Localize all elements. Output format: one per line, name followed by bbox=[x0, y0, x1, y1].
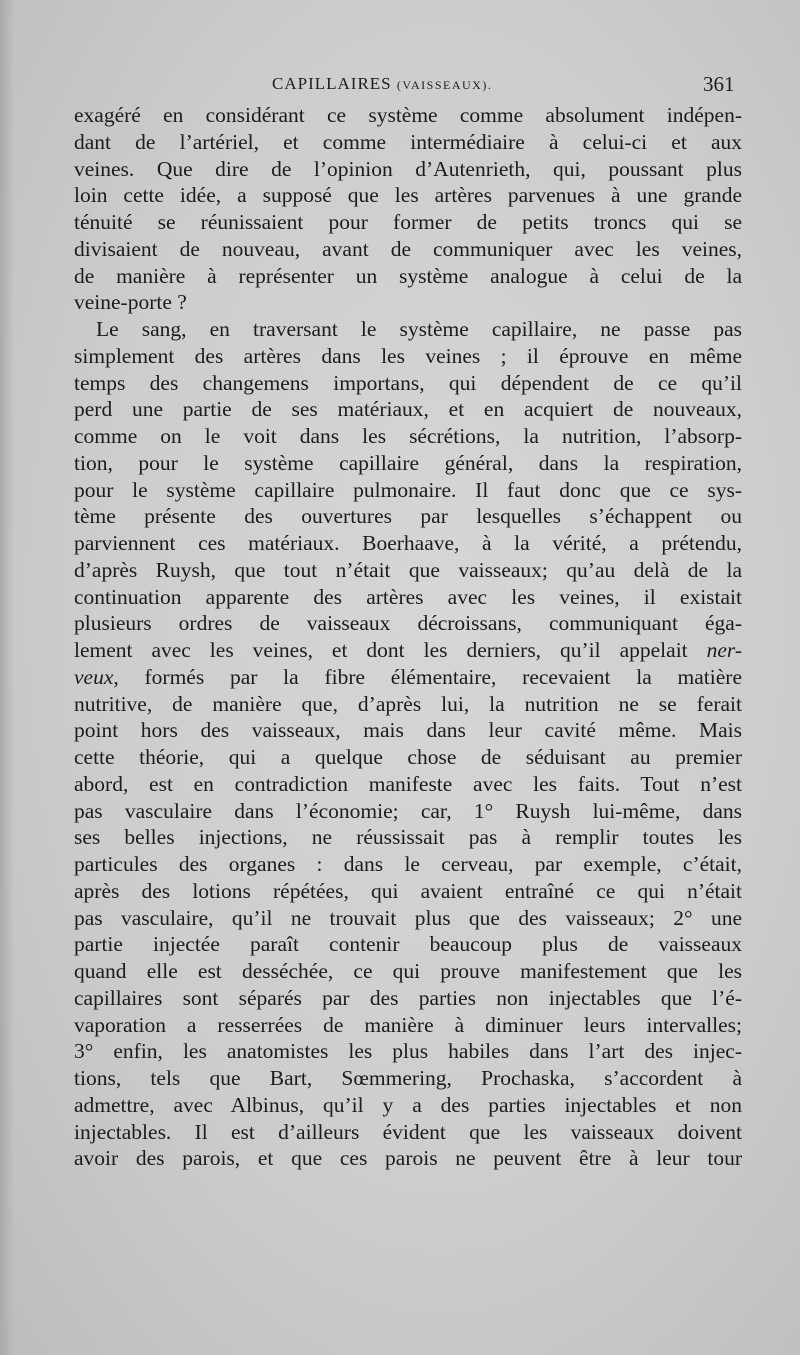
text-line: 3° enfin, les anatomistes les plus habiles dans l’art des injec- bbox=[74, 1039, 742, 1064]
body-text bbox=[74, 102, 742, 1172]
text-line-with-italic bbox=[74, 637, 742, 664]
text-line: avoir des parois, et que ces parois ne peuvent être à leur tour bbox=[74, 1146, 742, 1171]
text-line: comme on le voit dans les sécrétions, la nutrition, l’absorp- bbox=[74, 424, 742, 448]
text-line: d’après Ruysh, que tout n’était que vaisseaux; qu’au delà de la bbox=[74, 557, 742, 582]
text-line: injectables. Il est d’ailleurs évident que les vaisseaux doivent bbox=[74, 1119, 742, 1144]
page-edge-shadow bbox=[0, 0, 14, 1355]
text-line: exagéré en considérant ce système comme absolument indépen- bbox=[74, 103, 742, 127]
text-line-with-italic bbox=[74, 664, 742, 691]
text-line: divisaient de nouveau, avant de communiquer avec les veines, bbox=[74, 236, 742, 261]
text-line: ténuité se réunissaient pour former de petits troncs qui se bbox=[74, 210, 742, 234]
italic-word: ner- bbox=[706, 638, 743, 662]
header-title: CAPILLAIRES bbox=[272, 74, 392, 93]
text-line: après des lotions répétées, qui avaient entraîné ce qui n’était bbox=[74, 878, 742, 903]
text-line: vaporation a resserrées de manière à diminuer leurs intervalles; bbox=[74, 1012, 742, 1037]
text-line: point hors des vaisseaux, mais dans leur cavité même. Mais bbox=[74, 718, 742, 743]
text-line: ses belles injections, ne réussissait pas à remplir toutes les bbox=[74, 825, 742, 850]
text-line: veine-porte ? bbox=[74, 290, 187, 315]
text-line: abord, est en contradiction manifeste avec les faits. Tout n’est bbox=[74, 771, 742, 796]
text-line: simplement des artères dans les veines ; il éprouve en même bbox=[74, 343, 742, 368]
running-title bbox=[272, 74, 492, 94]
text-line: continuation apparente des artères avec les veines, il existait bbox=[74, 584, 742, 609]
text-line: cette théorie, qui a quelque chose de séduisant au premier bbox=[74, 745, 742, 769]
text-line: perd une partie de ses matériaux, et en acquiert de nouveaux, bbox=[74, 397, 742, 422]
header-subtitle: (VAISSEAUX). bbox=[396, 78, 493, 92]
text-line: plusieurs ordres de vaisseaux décroissans, communiquant éga- bbox=[74, 611, 742, 636]
text-line: parviennent ces matériaux. Boerhaave, à la vérité, a prétendu, bbox=[74, 531, 742, 555]
text-line: loin cette idée, a supposé que les artères parvenues à une grande bbox=[74, 183, 742, 208]
text-line: quand elle est desséchée, ce qui prouve manifestement que les bbox=[74, 959, 742, 983]
text-line: nutritive, de manière que, d’après lui, la nutrition ne se ferait bbox=[74, 691, 742, 716]
text-line: particules des organes : dans le cerveau, par exemple, c’était, bbox=[74, 852, 742, 876]
text-line: dant de l’artériel, et comme intermédiaire à celui-ci et aux bbox=[74, 129, 742, 154]
page-number: 361 bbox=[703, 72, 735, 96]
text-line: partie injectée paraît contenir beaucoup plus de vaisseaux bbox=[74, 932, 742, 957]
text-line: tions, tels que Bart, Sœmmering, Prochaska, s’accordent à bbox=[74, 1066, 742, 1090]
text-line: capillaires sont séparés par des parties non injectables que l’é- bbox=[74, 985, 742, 1010]
text-line: veines. Que dire de l’opinion d’Autenrieth, qui, poussant plus bbox=[74, 156, 742, 181]
text-fragment: , formés par la fibre élémentaire, recevaient la matière bbox=[113, 664, 742, 689]
text-line: tion, pour le système capillaire général, dans la respiration, bbox=[74, 450, 742, 475]
text-fragment: lement avec les veines, et dont les derniers, qu’il appelait bbox=[74, 638, 688, 662]
text-line: admettre, avec Albinus, qu’il y a des parties injectables et non bbox=[74, 1092, 742, 1117]
paragraph-start-line: Le sang, en traversant le système capillaire, ne passe pas bbox=[96, 317, 742, 341]
text-line: temps des changemens importans, qui dépendent de ce qu’il bbox=[74, 370, 742, 395]
text-line: de manière à représenter un système analogue à celui de la bbox=[74, 263, 742, 288]
text-line: pour le système capillaire pulmonaire. Il faut donc que ce sys- bbox=[74, 477, 742, 502]
text-line: pas vasculaire dans l’économie; car, 1° Ruysh lui-même, dans bbox=[74, 798, 742, 823]
text-line: tème présente des ouvertures par lesquelles s’échappent ou bbox=[74, 504, 742, 529]
text-line: pas vasculaire, qu’il ne trouvait plus que des vaisseaux; 2° une bbox=[74, 905, 742, 930]
italic-word: veux bbox=[74, 664, 114, 689]
running-header bbox=[0, 74, 800, 104]
